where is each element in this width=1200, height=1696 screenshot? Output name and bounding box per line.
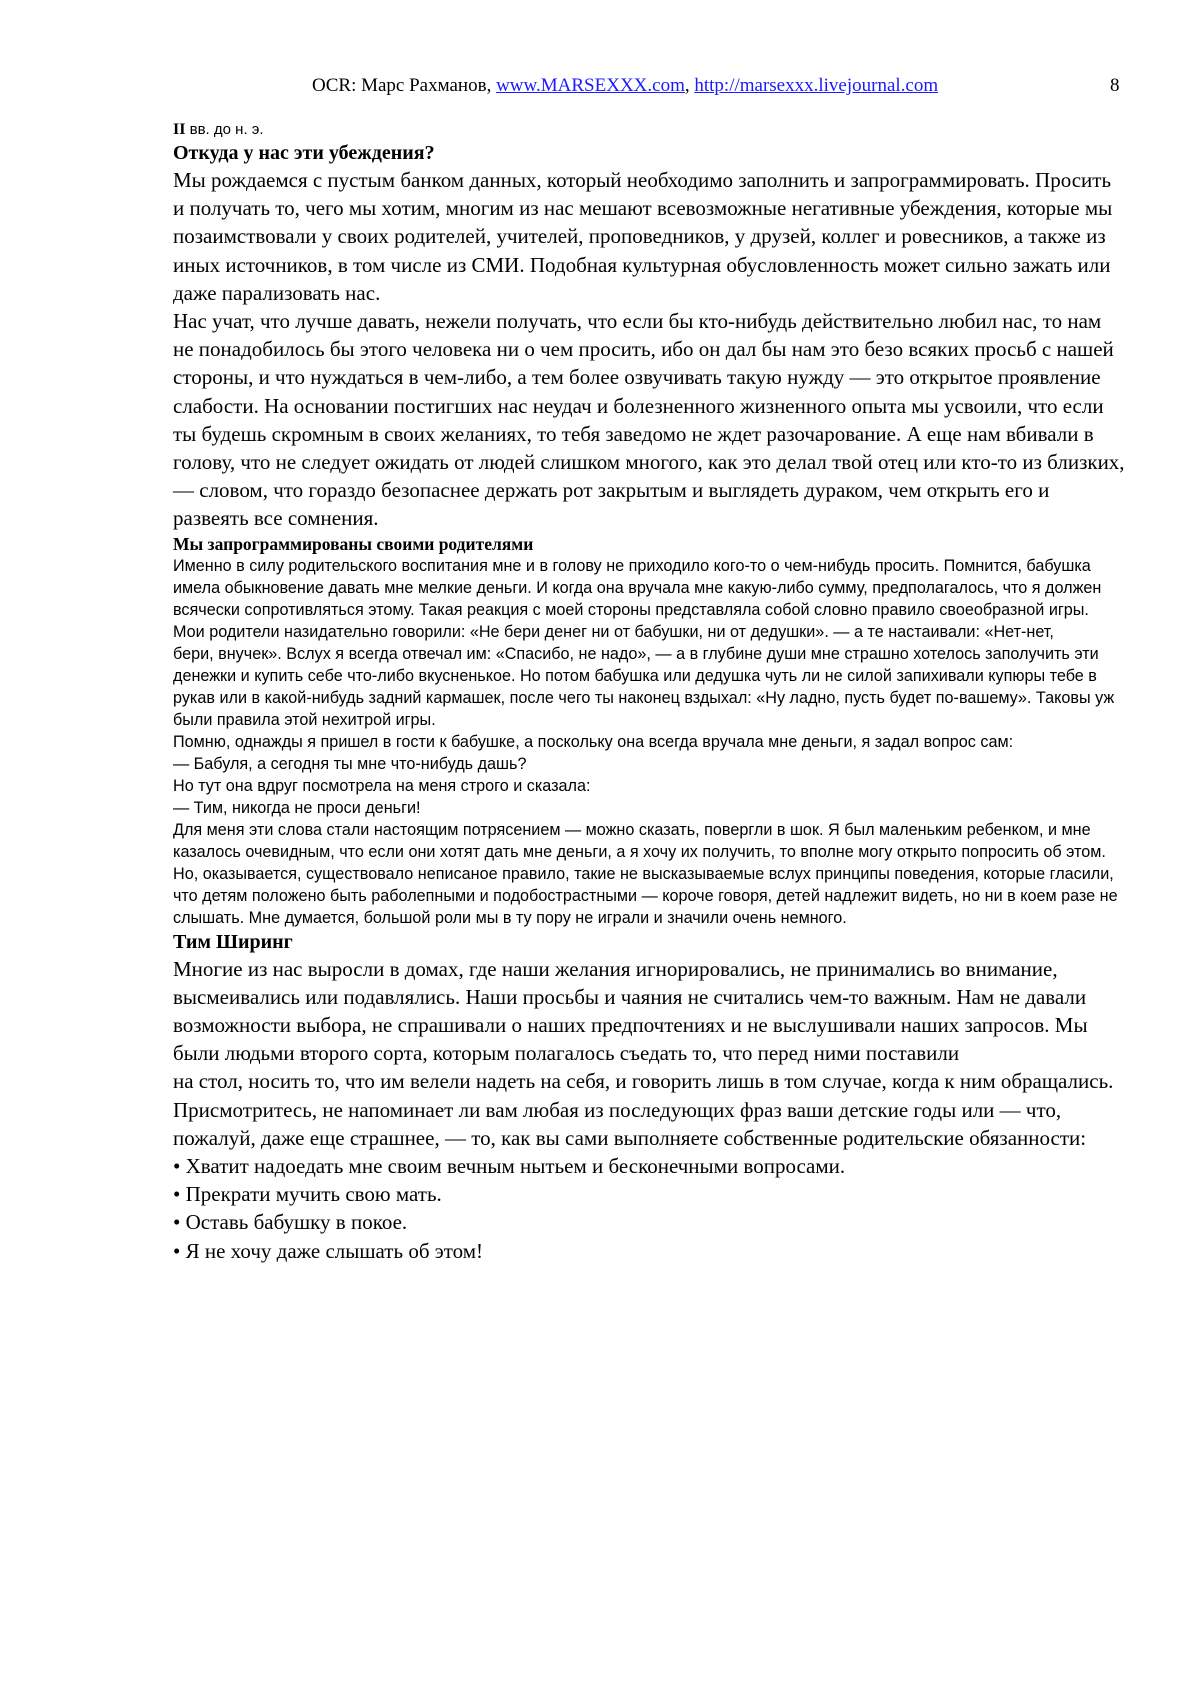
dialogue-line: — Бабуля, а сегодня ты мне что-нибудь дашь?: [173, 753, 1125, 775]
list-item: • Я не хочу даже слышать об этом!: [173, 1237, 1125, 1265]
dialogue-line: — Тим, никогда не проси деньги!: [173, 797, 1125, 819]
list-item: • Хватит надоедать мне своим вечным нытьем и бесконечными вопросами.: [173, 1152, 1125, 1180]
paragraph: Присмотритесь, не напоминает ли вам любая из последующих фраз ваши детские годы или — что, пожалуй, даже еще страшнее, — то, как вы сами выполняете собственные родительские обязанности:: [173, 1096, 1125, 1152]
paragraph: бери, внучек». Вслух я всегда отвечал им: «Спасибо, не надо», — а в глубине души мне страшно хотелось заполучить эти денежки и купить себе что-либо вкусненькое. Но потом бабушка или дедушка чуть ли не силой запихивали купюры тебе в рукав или в какой-нибудь задний кармашек, после чего ты наконец вздыхал: «Ну ладно, пусть будет по-вашему». Таковы уж были правила этой нехитрой игры.: [173, 643, 1125, 731]
page-number: 8: [1110, 72, 1120, 100]
site-link[interactable]: www.MARSEXXX.com: [496, 75, 685, 96]
paragraph: Мы рождаемся с пустым банком данных, который необходимо заполнить и запрограммировать. Просить и получать то, чего мы хотим, многим из нас мешают всевозможные негативные убеждения, которые мы позаимствовали у своих родителей, учителей, проповедников, у друзей, коллег и ровесников, а также из иных источников, в том числе из СМИ. Подобная культурная обусловленность может сильно зажать или даже парализовать нас.: [173, 166, 1125, 307]
paragraph: Для меня эти слова стали настоящим потрясением — можно сказать, повергли в шок. Я был маленьким ребенком, и мне казалось очевидным, что если они хотят дать мне деньги, а я хочу их получить, то вполне могу открыто попросить об этом. Но, оказывается, существовало неписаное правило, такие не высказываемые вслух принципы поведения, которые гласили, что детям положено быть раболепными и подобострастными — короче говоря, детей надлежит видеть, но ни в коем разе не слышать. Мне думается, большой роли мы в ту пору не играли и значили очень немного.: [173, 819, 1125, 929]
paragraph: Многие из нас выросли в домах, где наши желания игнорировались, не принимались во внимание, высмеивались или подавлялись. Наши просьбы и чаяния не считались чем-то важным. Нам не давали возможности выбора, не спрашивали о наших предпочтениях и не выслушивали наших запросов. Мы были людьми второго сорта, которым полагалось съедать то, что перед ними поставили: [173, 955, 1125, 1068]
section-heading-beliefs: Откуда у нас эти убеждения?: [173, 140, 1125, 166]
page-header: [0, 72, 1200, 100]
section-heading-parents: Мы запрограммированы своими родителями: [173, 533, 1125, 555]
header-text: [312, 72, 938, 100]
document-body: [173, 120, 1125, 1265]
livejournal-link[interactable]: http://marsexxx.livejournal.com: [694, 75, 938, 96]
section-heading-author: Тим Ширинг: [173, 929, 1125, 955]
top-note-bold: II: [173, 121, 185, 138]
paragraph: Помню, однажды я пришел в гости к бабушке, а поскольку она всегда вручала мне деньги, я задал вопрос сам:: [173, 731, 1125, 753]
paragraph: Нас учат, что лучше давать, нежели получать, что если бы кто-нибудь действительно любил нас, то нам не понадобилось бы этого человека ни о чем просить, ибо он дал бы нам это безо всяких просьб с нашей стороны, и что нуждаться в чем-либо, а тем более озвучивать такую нужду — это открытое проявление слабости. На основании постигших нас неудач и болезненного жизненного опыта мы усвоили, что если ты будешь скромным в своих желаниях, то тебя заведомо не ждет разочарование. А еще нам вбивали в голову, что не следует ожидать от людей слишком многого, как это делал твой отец или кто-то из близких, — словом, что гораздо безопаснее держать рот закрытым и выглядеть дураком, чем открыть его и развеять все сомнения.: [173, 307, 1125, 533]
paragraph: Именно в силу родительского воспитания мне и в голову не приходило кого-то о чем-нибудь просить. Помнится, бабушка имела обыкновение давать мне мелкие деньги. И когда она вручала мне какую-либо сумму, предполагалось, что я должен всячески сопротивляться этому. Такая реакция с моей стороны представляла собой словно правило своеобразной игры. Мои родители назидательно говорили: «Не бери денег ни от бабушки, ни от дедушки». — а те настаивали: «Нет-нет,: [173, 555, 1125, 643]
list-item: • Оставь бабушку в покое.: [173, 1208, 1125, 1236]
link-separator: ,: [685, 75, 695, 96]
phrase-list: [173, 1152, 1125, 1265]
list-item: • Прекрати мучить свою мать.: [173, 1180, 1125, 1208]
ocr-credit: OCR: Марс Рахманов,: [312, 75, 496, 96]
paragraph: Но тут она вдруг посмотрела на меня строго и сказала:: [173, 775, 1125, 797]
top-note-text: вв. до н. э.: [185, 121, 263, 138]
top-note: [173, 120, 1125, 140]
paragraph: на стол, носить то, что им велели надеть на себя, и говорить лишь в том случае, когда к ним обращались.: [173, 1067, 1125, 1095]
